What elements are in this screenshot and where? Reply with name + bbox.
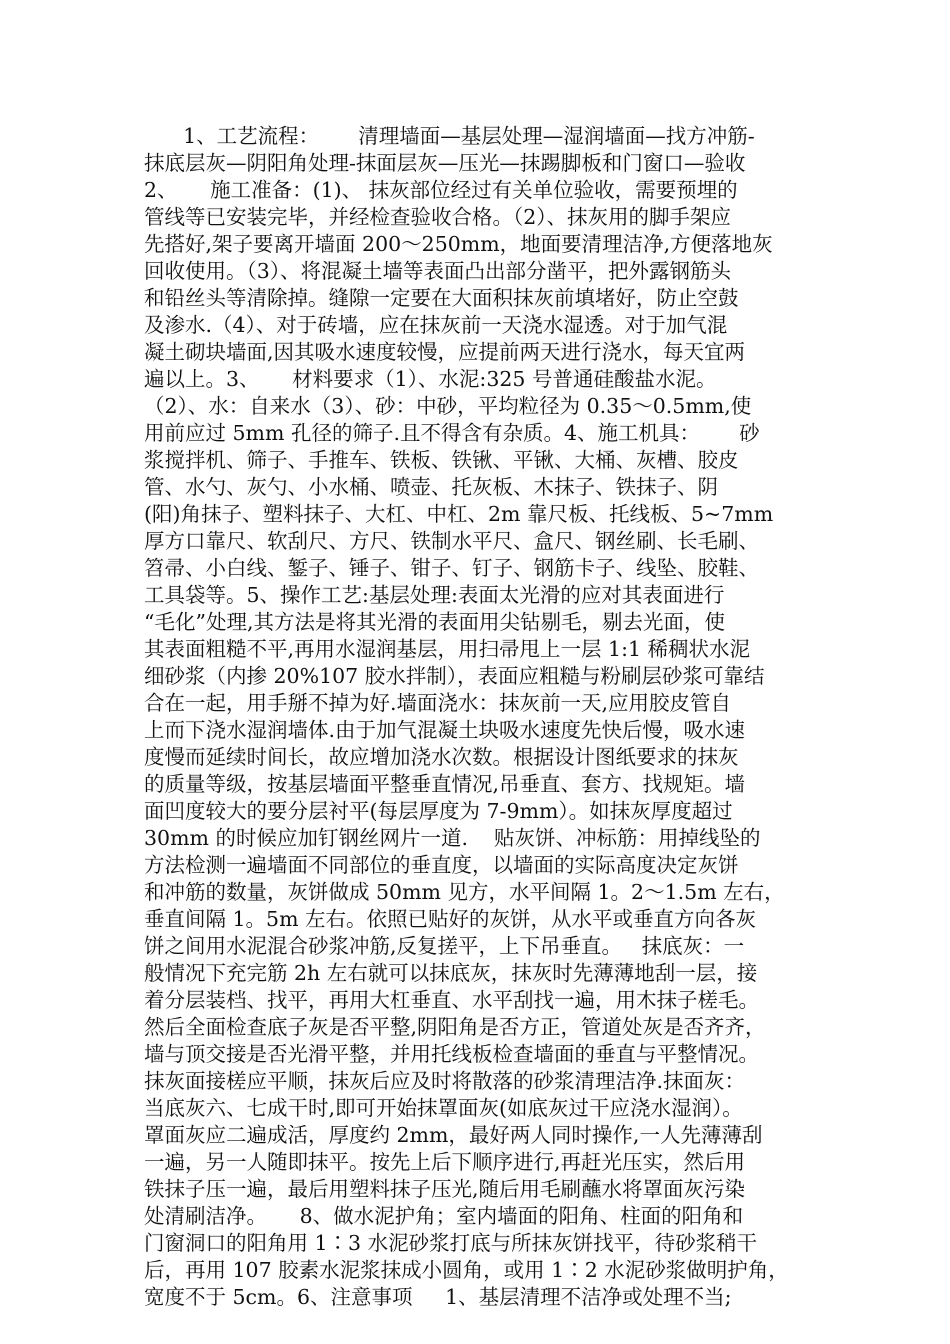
body-line-12: 用前应过 5mm 孔径的筛子.且不得含有杂质。4、施工机具： 砂 bbox=[144, 421, 760, 445]
body-line-33: 着分层装档、找平，再用大杠垂直、水平刮找一遍，用木抹子槎毛。 bbox=[144, 988, 759, 1012]
body-line-14: 管、水勺、灰勺、小水桶、喷壶、托灰板、木抹子、铁抹子、阴 bbox=[144, 475, 718, 499]
body-line-4: 管线等已安装完毕，并经检查验收合格。（2）、抹灰用的脚手架应 bbox=[144, 205, 732, 229]
body-line-21: 细砂浆（内掺 20%107 胶水拌制），表面应粗糙与粉刷层砂浆可靠结 bbox=[144, 664, 765, 688]
body-line-16: 厚方口靠尺、软刮尺、方尺、铁制水平尺、盒尺、钢丝刷、长毛刷、 bbox=[144, 529, 759, 553]
body-line-22: 合在一起，用手掰不掉为好.墙面浇水：抹灰前一天,应用胶皮管自 bbox=[144, 691, 732, 715]
body-line-37: 当底灰六、七成干时,即可开始抹罩面灰(如底灰过干应浇水湿润）。 bbox=[144, 1096, 743, 1120]
body-line-35: 墙与顶交接是否光滑平整，并用托线板检查墙面的垂直与平整情况。 bbox=[144, 1042, 759, 1066]
body-line-25: 的质量等级，按基层墙面平整垂直情况,吊垂直、套方、找规矩。墙 bbox=[144, 772, 746, 796]
body-line-41: 处清刷洁净。 8、做水泥护角；室内墙面的阳角、柱面的阳角和 bbox=[144, 1204, 744, 1228]
body-line-6: 回收使用。（3）、将混凝土墙等表面凸出部分凿平，把外露钢筋头 bbox=[144, 259, 732, 283]
body-line-42: 门窗洞口的阳角用 1∶3 水泥砂浆打底与所抹灰饼找平，待砂浆稍干 bbox=[144, 1231, 758, 1255]
body-line-29: 和冲筋的数量，灰饼做成 50mm 见方，水平间隔 1。2～1.5m 左右， bbox=[144, 880, 785, 904]
body-line-11: （2）、水：自来水（3）、砂：中砂，平均粒径为 0.35～0.5mm,使 bbox=[144, 394, 752, 418]
body-line-23: 上而下浇水湿润墙体.由于加气混凝土块吸水速度先快后慢，吸水速 bbox=[144, 718, 746, 742]
body-line-26: 面凹度较大的要分层衬平(每层厚度为 7-9mm）。如抹灰厚度超过 bbox=[144, 799, 733, 823]
body-line-38: 罩面灰应二遍成活，厚度约 2mm，最好两人同时操作,一人先薄薄刮 bbox=[144, 1123, 763, 1147]
body-line-40: 铁抹子压一遍，最后用塑料抹子压光,随后用毛刷蘸水将罩面灰污染 bbox=[144, 1177, 746, 1201]
body-line-3: 2、 施工准备：(1)、 抹灰部位经过有关单位验收，需要预埋的 bbox=[144, 178, 738, 202]
body-line-31: 饼之间用水泥混合砂浆冲筋,反复搓平，上下吊垂直。 抹底灰：一 bbox=[144, 934, 745, 958]
body-line-39: 一遍，另一人随即抹平。按先上后下顺序进行,再赶光压实，然后用 bbox=[144, 1150, 746, 1174]
body-line-1: 1、工艺流程： 清理墙面—基层处理—湿润墙面—找方冲筋- bbox=[144, 124, 755, 148]
body-line-27: 30mm 的时候应加钉钢丝网片一道. 贴灰饼、冲标筋：用掉线坠的 bbox=[144, 826, 761, 850]
body-line-10: 遍以上。3、 材料要求（1）、水泥:325 号普通硅酸盐水泥。 bbox=[144, 367, 717, 391]
body-line-34: 然后全面检查底子灰是否平整,阴阳角是否方正，管道处灰是否齐齐， bbox=[144, 1015, 766, 1039]
body-line-44: 宽度不于 5cm。6、注意事项 1、基层清理不洁净或处理不当; bbox=[144, 1285, 732, 1309]
body-line-28: 方法检测一遍墙面不同部位的垂直度，以墙面的实际高度决定灰饼 bbox=[144, 853, 739, 877]
body-line-8: 及渗水.（4）、对于砖墙，应在抹灰前一天浇水湿透。对于加气混 bbox=[144, 313, 728, 337]
body-line-20: 其表面粗糙不平,再用水湿润基层，用扫帚甩上一层 1:1 稀稠状水泥 bbox=[144, 637, 751, 661]
body-line-18: 工具袋等。5、操作工艺:基层处理:表面太光滑的应对其表面进行 bbox=[144, 583, 725, 607]
body-line-30: 垂直间隔 1。5m 左右。依照已贴好的灰饼，从水平或垂直方向各灰 bbox=[144, 907, 757, 931]
body-line-36: 抹灰面接槎应平顺，抹灰后应及时将散落的砂浆清理洁净.抹面灰： bbox=[144, 1069, 746, 1093]
body-line-13: 浆搅拌机、筛子、手推车、铁板、铁锹、平锹、大桶、灰槽、胶皮 bbox=[144, 448, 739, 472]
body-line-19: “毛化”处理,其方法是将其光滑的表面用尖钻剔毛，剔去光面，使 bbox=[144, 610, 725, 634]
body-line-43: 后，再用 107 胶素水泥浆抹成小圆角，或用 1∶2 水泥砂浆做明护角， bbox=[144, 1258, 789, 1282]
body-line-7: 和铅丝头等清除掉。缝隙一定要在大面积抹灰前填堵好，防止空鼓 bbox=[144, 286, 739, 310]
body-line-24: 度慢而延续时间长，故应增加浇水次数。根据设计图纸要求的抹灰 bbox=[144, 745, 739, 769]
body-line-9: 凝土砌块墙面,因其吸水速度较慢，应提前两天进行浇水，每天宜两 bbox=[144, 340, 746, 364]
body-line-15: (阳)角抹子、塑料抹子、大杠、中杠、2m 靠尺板、托线板、5~7mm bbox=[144, 502, 774, 526]
body-line-32: 般情况下充完筋 2h 左右就可以抹底灰，抹灰时先薄薄地刮一层，接 bbox=[144, 961, 758, 985]
document-body bbox=[144, 123, 824, 1311]
body-line-2: 抹底层灰—阴阳角处理-抹面层灰—压光—抹踢脚板和门窗口—验收 bbox=[144, 151, 746, 175]
body-line-5: 先搭好,架子要离开墙面 200～250mm，地面要清理洁净,方便落地灰 bbox=[144, 232, 773, 256]
body-line-17: 笤帚、小白线、錾子、锤子、钳子、钉子、钢筋卡子、线坠、胶鞋、 bbox=[144, 556, 759, 580]
